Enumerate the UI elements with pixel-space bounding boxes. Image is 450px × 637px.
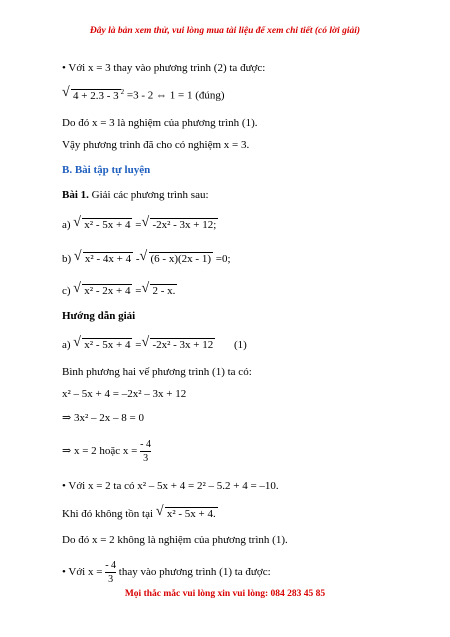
text-line: Bình phương hai vế phương trình (1) ta có: [62,366,252,378]
equation-line [62,504,218,520]
radical: √ -2x² - 3x + 12 [141,335,214,351]
equation-line [62,559,271,586]
contact-banner: Mọi thắc mắc vui lòng xin vui lòng: 084 283 45 85 [124,589,326,599]
text-fragment: • Với x = [62,566,103,579]
fraction: $\frac{- 4}{3}$ [105,560,117,585]
equation-line: x² – 5x + 4 = –2x² – 3x + 12 [62,388,187,400]
radical: √ -2x² - 3x + 12; [141,215,217,231]
solution-heading: Hướng dẫn giải [62,310,136,322]
equation-line: c) √ x² - 2x + 4 = √ 2 - x. [62,281,176,297]
radical: √ x² - 5x + 4 [73,215,131,231]
equation-number: (1) [234,339,247,351]
equation-tail: =0; [215,253,231,265]
exercise-text: Giải các phương trình sau: [91,189,209,201]
equation-rest: =3 - 2 ⇔ 1 = 1 (đúng) [126,89,225,102]
equation-line: a) √ x² - 5x + 4 = √ -2x² - 3x + 12 (1) [62,335,247,351]
radical: √ 2 - x. [141,281,176,297]
radical: √ (6 - x)(2x - 1) [139,249,211,265]
equation-line: a) √ x² - 5x + 4 = √ -2x² - 3x + 12; [62,215,217,231]
preview-banner: Đây là bản xem thử, vui lòng mua tài liệu để xem chi tiết (có lời giải) [89,26,361,36]
radical: √ x² - 2x + 4 [73,281,131,297]
fraction: $\frac{- 4}{3}$ [140,439,151,464]
item-label: b) [62,253,72,265]
radical: √ x² - 5x + 4 [73,335,131,351]
equation-line: ⇒ 3x² – 2x – 8 = 0 [62,412,144,424]
equation-line [62,85,225,102]
item-label: a) [62,219,71,231]
text-line: Do đó x = 3 là nghiệm của phương trình (1). [62,117,258,129]
section-heading: B. Bài tập tự luyện [62,164,151,176]
equation-line: b) √ x² - 4x + 4 - √ (6 - x)(2x - 1) =0; [62,249,231,265]
equation-line [62,438,151,465]
exercise-label: Bài 1. [62,189,89,201]
equation-prefix: ⇒ x = 2 hoặc x = [62,445,138,458]
radical: √ x² - 5x + 4. [155,504,216,520]
text-fragment: Khi đó không tồn tại [62,508,154,520]
text-line: Vậy phương trình đã cho có nghiệm x = 3. [62,139,250,151]
text-line: Do đó x = 2 không là nghiệm của phương trình (1). [62,534,288,546]
radical: √ 4 + 2.3 - 3 $^2$ [62,85,125,102]
text-line: • Với x = 2 ta có x² – 5x + 4 = 2² – 5.2 + 4 = –10. [62,480,279,492]
item-label: c) [62,285,71,297]
text-line: • Với x = 3 thay vào phương trình (2) ta được: [62,62,266,74]
exercise-title [62,189,209,201]
radical: √ x² - 4x + 4 [73,249,132,265]
item-label: a) [62,339,71,351]
text-fragment: thay vào phương trình (1) ta được: [118,566,271,579]
